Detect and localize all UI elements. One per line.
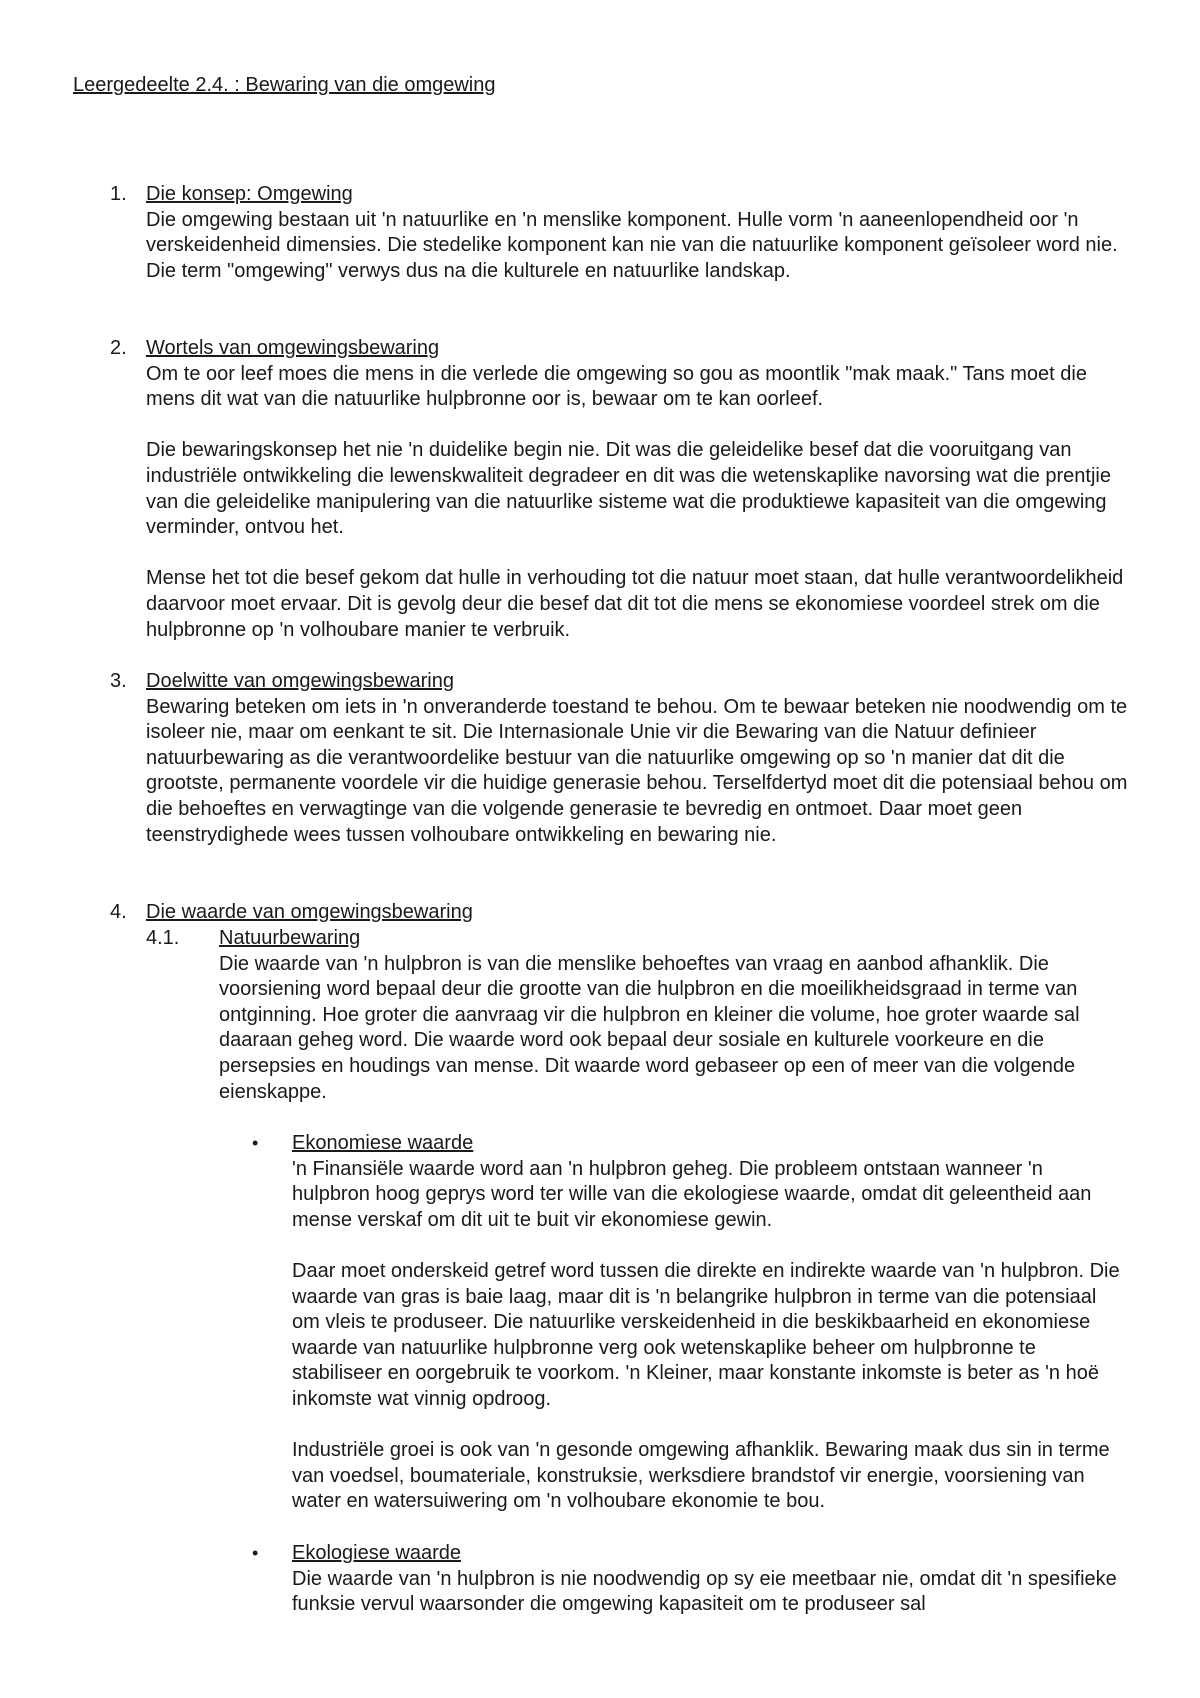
section-number: 3.: [110, 670, 127, 692]
page-title: Leergedeelte 2.4. : Bewaring van die omgewing: [73, 74, 496, 96]
bullet-icon: •: [252, 1543, 259, 1563]
subsection-number: 4.1.: [146, 927, 180, 949]
section-heading: Die konsep: Omgewing: [146, 183, 353, 205]
section-number: 4.: [110, 901, 127, 923]
paragraph: Mense het tot die besef gekom dat hulle in verhouding tot die natuur moet staan, dat hulle verantwoordelikheid daarvoor moet ervaar. Dit is gevolg deur die besef dat dit tot die mens se ekonomiese voordeel strek om die hulpbronne op 'n volhoubare manier te verbruik.: [146, 567, 1124, 641]
paragraph: Bewaring beteken om iets in 'n onveranderde toestand te behou. Om te bewaar beteken nie noodwendig om te isoleer nie, maar om eenkant te sit. Die Internasionale Unie vir die Bewaring van die Natuur definieer natuurbewaring as die verantwoordelike bestuur van die natuurlike omgewing op so 'n manier dat dit die grootste, permanente voordele vir die huidige generasie behou. Terselfdertyd moet dit die potensiaal behou om die behoeftes en verwagtinge van die volgende generasie te bevredig en ontmoet. Daar moet geen teenstrydighede wees tussen volhoubare ontwikkeling en bewaring nie.: [146, 695, 1128, 846]
paragraph: Die bewaringskonsep het nie 'n duidelike begin nie. Dit was die geleidelike besef dat die vooruitgang van industriële ontwikkeling die lewenskwaliteit degradeer en dit was die wetenskaplike navorsing wat die prentjie van die geleidelike manipulering van die natuurlike sisteme wat die produktiewe kapasiteit van die omgewing verminder, ontvou het.: [146, 439, 1111, 539]
bullet-heading: Ekologiese waarde: [292, 1542, 461, 1564]
paragraph: Die waarde van 'n hulpbron is nie noodwendig op sy eie meetbaar nie, omdat dit 'n spesifieke funksie vervul waarsonder die omgewing kapasiteit om te produseer sal: [292, 1567, 1117, 1616]
paragraph: Om te oor leef moes die mens in die verlede die omgewing so gou as moontlik "mak maak." Tans moet die mens dit wat van die natuurlike hulpbronne oor is, bewaar om te kan oorleef.: [146, 362, 1087, 411]
paragraph: Industriële groei is ook van 'n gesonde omgewing afhanklik. Bewaring maak dus sin in terme van voedsel, boumateriale, konstruksie, werksdiere brandstof vir energie, voorsiening van water en watersuiwering om 'n volhoubare ekonomie te bou.: [292, 1439, 1110, 1513]
section-number: 1.: [110, 183, 127, 205]
subsection-heading: Natuurbewaring: [219, 927, 361, 949]
paragraph: 'n Finansiële waarde word aan 'n hulpbron geheg. Die probleem ontstaan wanneer 'n hulpbron hoog geprys word ter wille van die ekologiese waarde, omdat dit geleentheid aan mense verskaf om dit uit te buit vir ekonomiese gewin.: [292, 1157, 1092, 1231]
section-number: 2.: [110, 337, 127, 359]
section-heading: Wortels van omgewingsbewaring: [146, 337, 440, 359]
section-heading: Doelwitte van omgewingsbewaring: [146, 670, 454, 692]
paragraph: Daar moet onderskeid getref word tussen die direkte en indirekte waarde van 'n hulpbron. Die waarde van gras is baie laag, maar dit is 'n belangrike hulpbron in terme van die potensiaal om vleis te produseer. Die natuurlike verskeidenheid in die beskikbaarheid en ekonomiese waarde van natuurlike hulpbronne verg ook wetenskaplike beheer om hulpbronne te stabiliseer en oorgebruik te voorkom. 'n Kleiner, maar konstante inkomste is beter as 'n hoë inkomste wat vinnig opdroog.: [292, 1259, 1120, 1410]
section-heading: Die waarde van omgewingsbewaring: [146, 901, 473, 923]
bullet-heading: Ekonomiese waarde: [292, 1132, 474, 1154]
paragraph: Die omgewing bestaan uit 'n natuurlike en 'n menslike komponent. Hulle vorm 'n aaneenlopendheid oor 'n verskeidenheid dimensies. Die stedelike komponent kan nie van die natuurlike komponent geïsoleer word nie. Die term "omgewing" verwys dus na die kulturele en natuurlike landskap.: [146, 208, 1118, 282]
paragraph: Die waarde van 'n hulpbron is van die menslike behoeftes van vraag en aanbod afhanklik. Die voorsiening word bepaal deur die grootte van die hulpbron en die moeilikheidsgraad in terme van ontginning. Hoe groter die aanvraag vir die hulpbron en kleiner die volume, hoe groter waarde sal daaraan geheg word. Die waarde word ook bepaal deur sosiale en kulturele voorkeure en die persepsies en houdings van mense. Dit waarde word gebaseer op een of meer van die volgende eienskappe.: [219, 952, 1080, 1103]
bullet-icon: •: [252, 1133, 259, 1153]
